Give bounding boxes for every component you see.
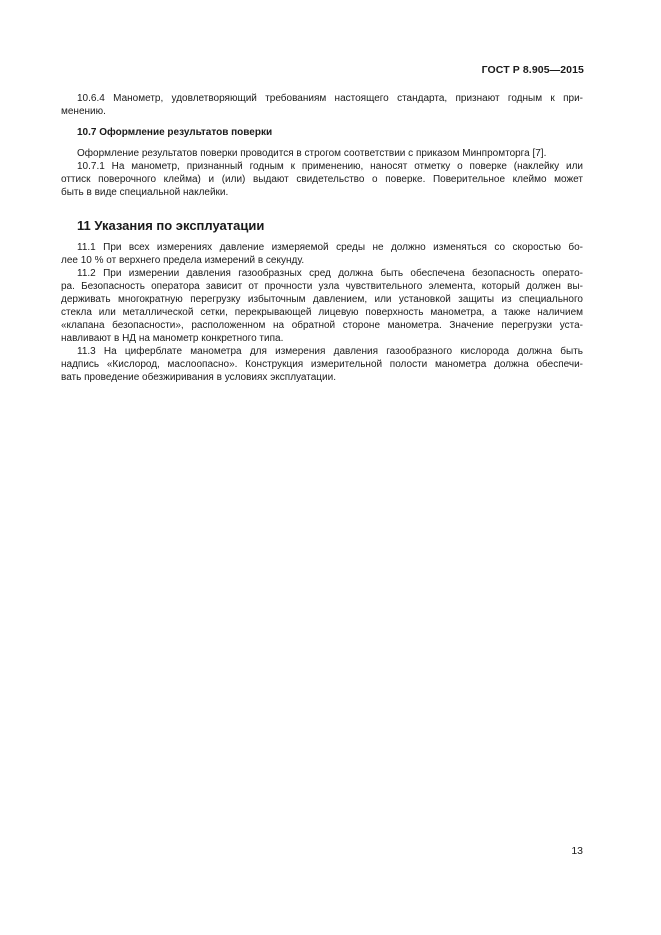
text-line: быть в виде специальной наклейки. [61, 187, 229, 198]
text-line: Оформление результатов поверки проводится в строгом соответствии с приказом Минпромторга [7]. [77, 148, 547, 159]
text-line: навливают в НД на манометр конкретного типа. [61, 333, 284, 344]
text-line: оттиск поверочного клейма) и (или) выдают свидетельство о поверке. Поверительное клеймо может [61, 174, 583, 185]
document-code: ГОСТ Р 8.905—2015 [481, 64, 584, 76]
text-line: лее 10 % от верхнего предела измерений в секунду. [61, 255, 305, 266]
text-line: менению. [61, 106, 106, 117]
page-number: 13 [571, 845, 583, 857]
text-line: держивать многократную перегрузку избыточным давлением, или установкой защиты из специального [61, 294, 583, 305]
text-line: «клапана безопасности», расположенном на обратной стороне манометра. Значение перегрузки уста- [61, 320, 583, 331]
text-line: 11.1 При всех измерениях давление измеряемой среды не должно изменяться со скоростью бо- [77, 242, 583, 253]
text-line: надпись «Кислород, маслоопасно». Конструкция измерительной полости манометра должна обеспечи- [61, 359, 583, 370]
section-10-7-body [61, 147, 583, 199]
subsection-title: 10.7 Оформление результатов поверки [77, 127, 273, 138]
text-line: 11.3 На циферблате манометра для измерения давления газообразного кислорода должна быть [77, 346, 583, 357]
section-10-7-heading [61, 127, 583, 138]
paragraph-10-6-4 [61, 92, 583, 118]
section-title: 11 Указания по эксплуатации [77, 218, 265, 233]
text-line: вать проведение обезжиривания в условиях эксплуатации. [61, 372, 336, 383]
text-line: 10.6.4 Манометр, удовлетворяющий требованиям настоящего стандарта, признают годным к при- [77, 93, 583, 104]
text-line: 10.7.1 На манометр, признанный годным к применению, наносят отметку о поверке (наклейку или [77, 161, 583, 172]
text-line: стекла или металлической сетки, перекрывающей лицевую поверхность манометра, а также наличием [61, 307, 583, 318]
text-line: ра. Безопасность оператора зависит от прочности узла чувствительного элемента, который должен вы- [61, 281, 583, 292]
section-11-body [61, 241, 583, 384]
text-line: 11.2 При измерении давления газообразных сред должна быть обеспечена безопасность операто- [77, 268, 583, 279]
section-11-heading [61, 218, 583, 233]
